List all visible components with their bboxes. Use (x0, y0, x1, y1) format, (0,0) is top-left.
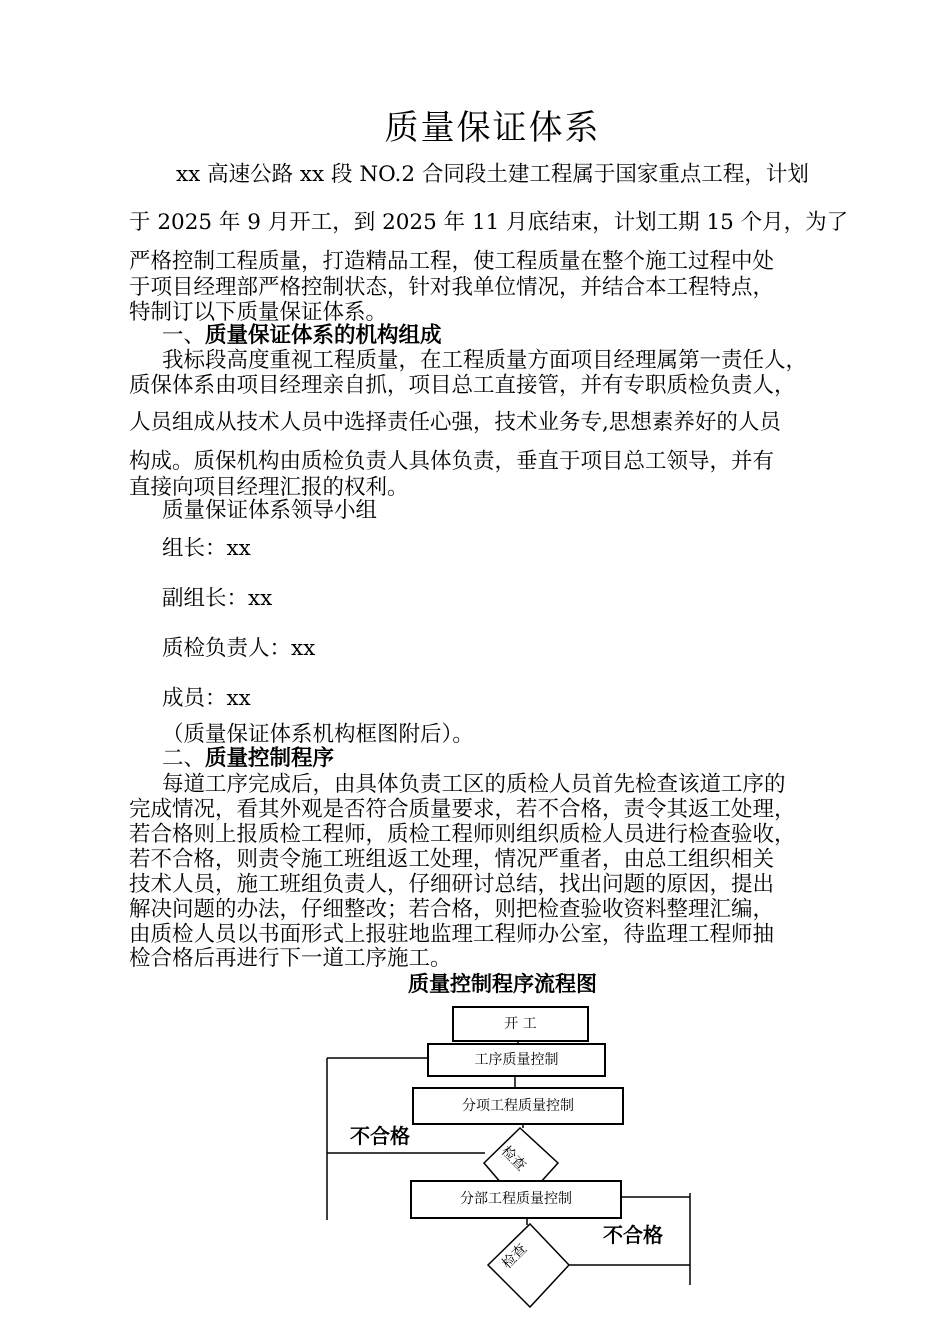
section2-prefix: 二、 (162, 746, 206, 771)
section2-para-line-4: 若不合格，则责令施工班组返工处理，情况严重者，由总工组织相关 (129, 847, 775, 872)
flow-subitem-control-box: 分项工程质量控制 (412, 1087, 624, 1125)
check-label-2: 检查 (499, 1241, 531, 1273)
section2-para-line-5: 技术人员，施工班组负责人，仔细研讨总结，找出问题的原因，提出 (129, 872, 775, 897)
section2-para-line-6: 解决问题的办法，仔细整改；若合格，则把检查验收资料整理汇编， (129, 897, 775, 922)
group-leader: 组长：xx (162, 536, 251, 561)
flowchart-title: 质量控制程序流程图 (408, 972, 597, 996)
leadership-group-title: 质量保证体系领导小组 (162, 498, 378, 523)
section1-para-line-2: 质保体系由项目经理亲自抓，项目总工直接管，并有专职质检负责人， (129, 373, 796, 398)
group-members: 成员：xx (162, 686, 251, 711)
section2-para-line-8: 检合格后再进行下一道工序施工。 (129, 946, 452, 971)
section2-para-line-3: 若合格则上报质检工程师，质检工程师则组织质检人员进行检查验收， (129, 822, 796, 847)
org-chart-note: （质量保证体系机构框图附后）。 (162, 722, 474, 747)
flow-start-box: 开 工 (452, 1006, 589, 1042)
section1-para-line-4: 构成。质保机构由质检负责人具体负责，垂直于项目总工领导，并有 (129, 449, 775, 474)
flow-process-control-box: 工序质量控制 (427, 1043, 606, 1077)
intro-line-1: xx 高速公路 xx 段 NO.2 合同段土建工程属于国家重点工程，计划 (176, 162, 809, 187)
section1-para-line-5: 直接向项目经理汇报的权利。 (129, 475, 409, 500)
section2-para-line-7: 由质检人员以书面形式上报驻地监理工程师办公室，待监理工程师抽 (129, 922, 775, 947)
section1-prefix: 一、 (162, 323, 206, 348)
section1-para-line-1: 我标段高度重视工程质量，在工程质量方面项目经理属第一责任人， (162, 348, 808, 373)
section2-para-line-1: 每道工序完成后，由具体负责工区的质检人员首先检查该道工序的 (162, 772, 786, 797)
fail-label-2: 不合格 (603, 1223, 663, 1247)
intro-line-2: 于 2025 年 9 月开工，到 2025 年 11 月底结束，计划工期 15 个月，为了 (129, 210, 849, 235)
intro-line-3: 严格控制工程质量，打造精品工程，使工程质量在整个施工过程中处 (129, 249, 775, 274)
flow-division-control-box: 分部工程质量控制 (410, 1180, 622, 1219)
intro-line-5: 特制订以下质量保证体系。 (129, 300, 388, 325)
document-title: 质量保证体系 (384, 108, 601, 148)
fail-label-1: 不合格 (350, 1124, 410, 1148)
group-deputy: 副组长：xx (162, 586, 273, 611)
check-diamond-2 (488, 1224, 569, 1307)
intro-line-4: 于项目经理部严格控制状态，针对我单位情况，并结合本工程特点， (129, 275, 775, 300)
section1-title: 质量保证体系的机构组成 (205, 323, 442, 348)
check-label-1: 检查 (497, 1143, 529, 1175)
qc-head: 质检负责人：xx (162, 636, 316, 661)
section1-para-line-3: 人员组成从技术人员中选择责任心强，技术业务专,思想素养好的人员 (129, 410, 781, 435)
section2-title: 质量控制程序 (205, 746, 335, 771)
section2-para-line-2: 完成情况，看其外观是否符合质量要求，若不合格，责令其返工处理， (129, 797, 796, 822)
